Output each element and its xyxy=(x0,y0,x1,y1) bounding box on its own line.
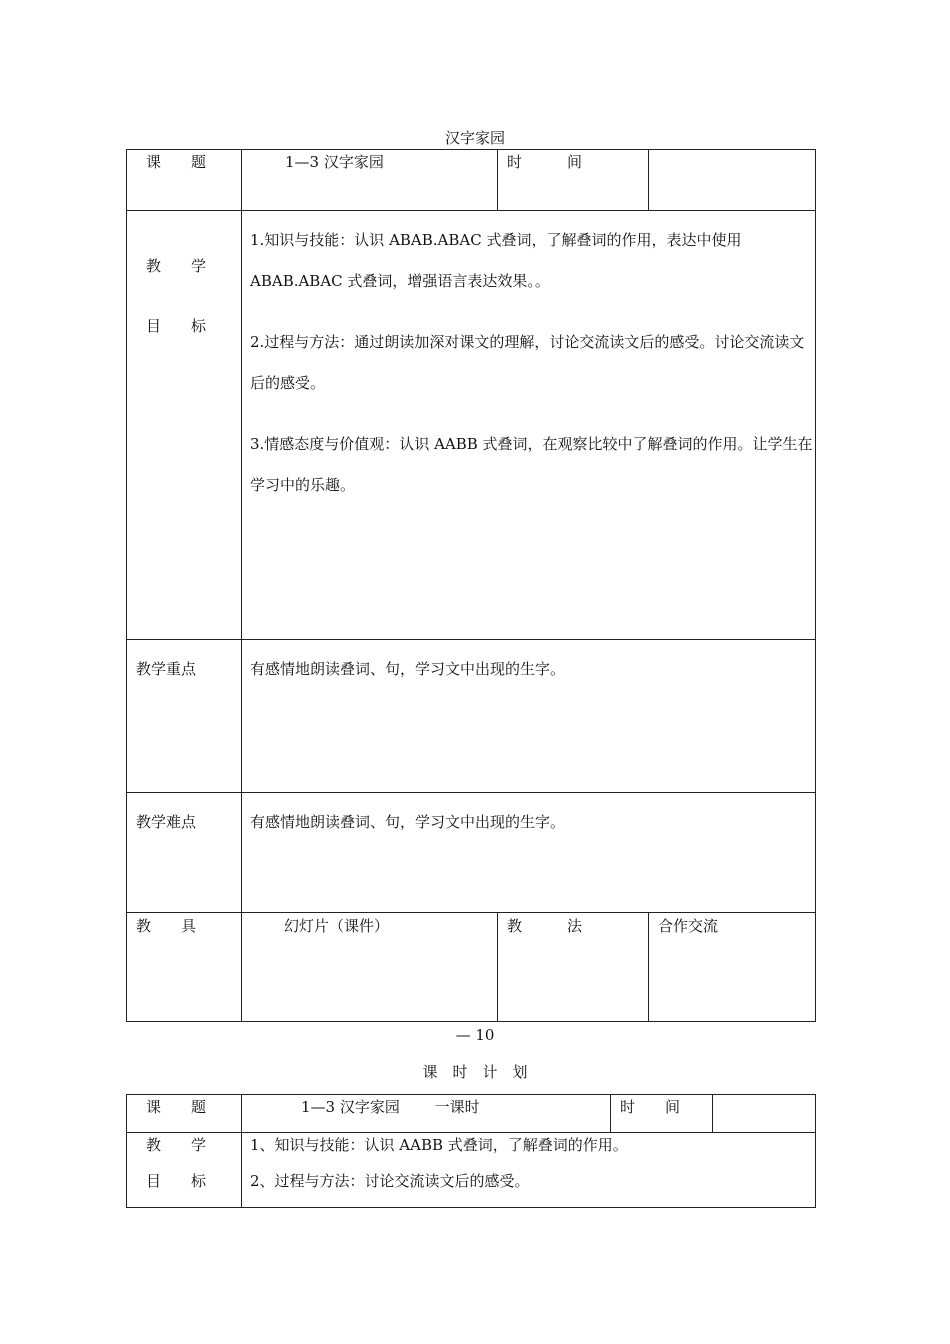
table-divider xyxy=(126,639,816,640)
tools-label: 教 具 xyxy=(136,917,197,935)
method-value: 合作交流 xyxy=(658,917,719,935)
section-subtitle: 课 时 计 划 xyxy=(422,1063,528,1081)
page-number: — 10 xyxy=(455,1026,495,1044)
time-label: 时 间 xyxy=(620,1098,681,1116)
goal-item: 3.情感态度与价值观：认识 AABB 式叠词，在观察比较中了解叠词的作用。让学生在学习中的乐趣。 xyxy=(250,435,813,494)
table-divider xyxy=(648,912,649,1022)
table-divider xyxy=(126,210,816,211)
topic-label: 课 题 xyxy=(146,1098,207,1116)
goal-item: 2.过程与方法：通过朗读加深对课文的理解，讨论交流读文后的感受。讨论交流读文后的感受。 xyxy=(250,333,805,392)
method-label: 教 法 xyxy=(507,917,583,935)
table-divider xyxy=(126,912,816,913)
focus-value: 有感情地朗读叠词、句，学习文中出现的生字。 xyxy=(250,660,566,678)
table-divider xyxy=(126,792,816,793)
goal-item: 1.知识与技能：认识 ABAB.ABAC 式叠词，了解叠词的作用，表达中使用 ABAB.ABAC 式叠词，增强语言表达效果。。 xyxy=(250,231,742,290)
table-divider xyxy=(712,1094,713,1133)
table-divider xyxy=(497,912,498,1022)
table-divider xyxy=(241,1094,242,1208)
tools-value: 幻灯片（课件） xyxy=(284,917,390,935)
goal-item: 1、知识与技能：认识 AABB 式叠词，了解叠词的作用。 xyxy=(250,1136,628,1154)
goal-item: 2、过程与方法：讨论交流读文后的感受。 xyxy=(250,1172,530,1190)
page-title: 汉字家园 xyxy=(444,129,505,147)
topic-label: 课 题 xyxy=(146,153,207,171)
focus-label: 教学重点 xyxy=(136,660,197,678)
goal-label-line1: 教 学 xyxy=(146,1136,207,1154)
table-divider xyxy=(648,149,649,211)
time-label: 时 间 xyxy=(507,153,583,171)
goal-label-line2: 目 标 xyxy=(146,317,207,335)
goal-label-line2: 目 标 xyxy=(146,1172,207,1190)
difficulty-label: 教学难点 xyxy=(136,813,197,831)
difficulty-value: 有感情地朗读叠词、句，学习文中出现的生字。 xyxy=(250,813,566,831)
goal-label-line1: 教 学 xyxy=(146,257,207,275)
topic-value: 1—3 汉字家园 一课时 xyxy=(301,1098,480,1116)
teaching-goals xyxy=(250,220,818,526)
topic-value: 1—3 汉字家园 xyxy=(285,153,384,171)
table-divider xyxy=(610,1094,611,1133)
table-divider xyxy=(241,149,242,1022)
table-divider xyxy=(497,149,498,211)
